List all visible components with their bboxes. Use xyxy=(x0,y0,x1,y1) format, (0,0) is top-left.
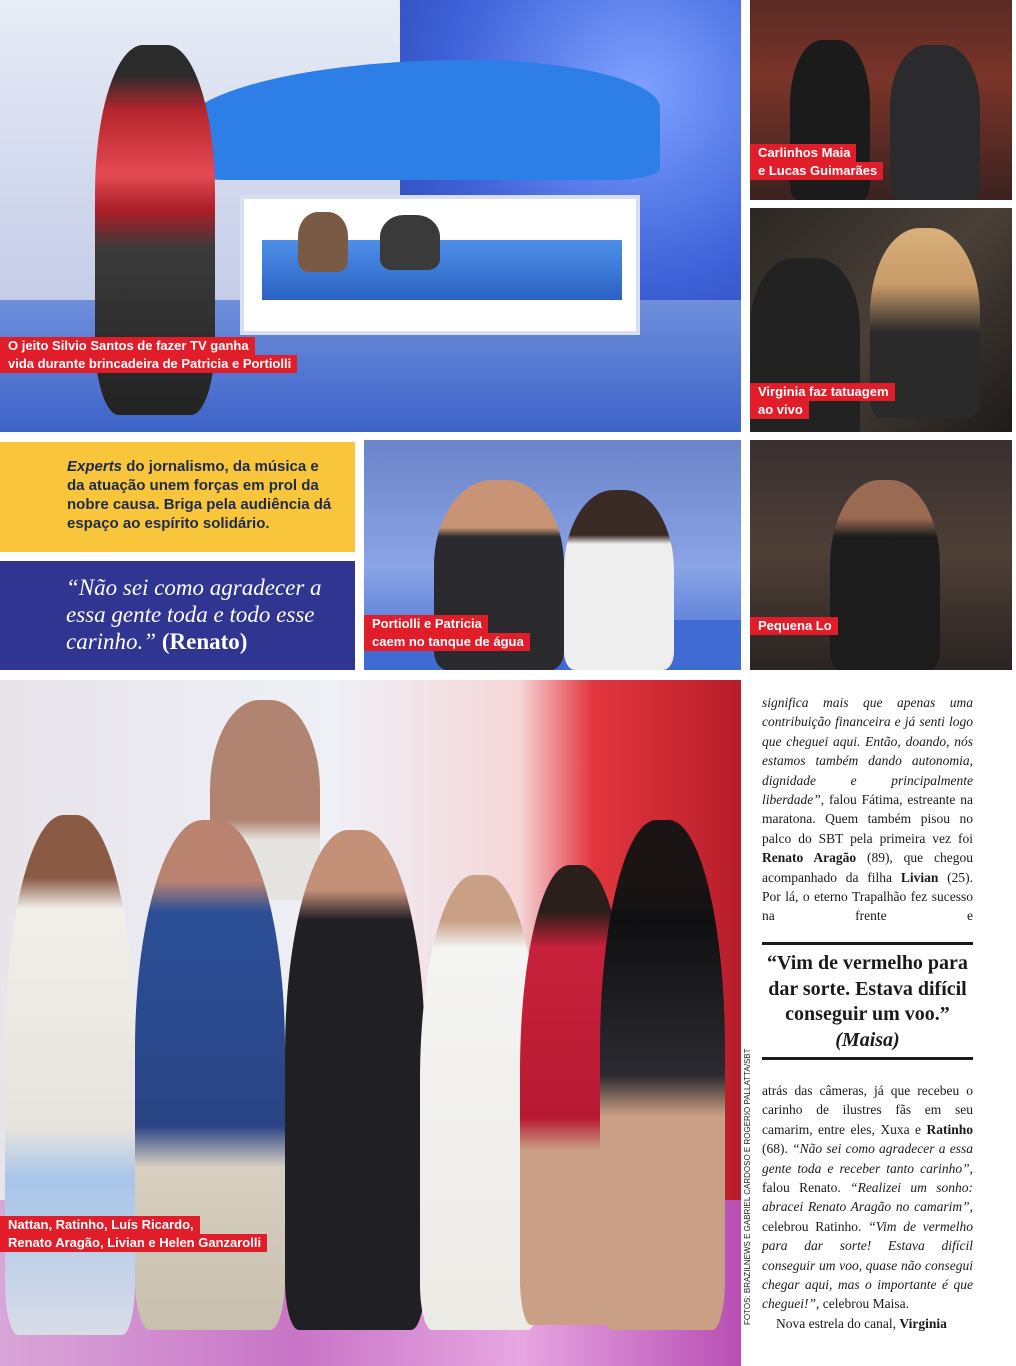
caption-line: O jeito Silvio Santos de fazer TV ganha xyxy=(0,337,255,355)
photo-carlinhos-lucas xyxy=(750,0,1012,200)
quote-author: (Renato) xyxy=(161,629,248,654)
article-text: , falou Renato. xyxy=(762,1160,973,1196)
quote-body: “Não sei como agradecer a essa gente toda e todo esse carinho.” xyxy=(66,575,322,654)
caption-virginia xyxy=(750,383,895,419)
article-italic: “Realizei um sonho: abracei Renato Aragão no camarim” xyxy=(762,1180,974,1215)
caption-line: Virginia faz tatuagem xyxy=(750,383,895,401)
article-bold: Livian xyxy=(900,869,939,885)
pull-quote xyxy=(762,942,973,1060)
caption-line: caem no tanque de água xyxy=(364,633,530,651)
caption-line: e Lucas Guimarães xyxy=(750,162,883,180)
photo-credit xyxy=(741,1045,751,1325)
article-italic: “Não sei como agradecer a essa gente toda e receber tanto carinho” xyxy=(762,1141,974,1176)
article-paragraph xyxy=(762,1314,973,1333)
photo-stage-tank xyxy=(0,0,741,432)
photo-virginia-tattoo xyxy=(750,208,1012,432)
pull-quote-author: (Maisa) xyxy=(835,1028,900,1051)
article-text: atrás das câmeras, já que recebeu o carinho de ilustres fãs em seu camarim, entre eles, Xuxa e xyxy=(762,1083,973,1137)
article-paragraph xyxy=(762,1081,973,1314)
caption-group xyxy=(0,1216,267,1252)
article-text: Nova estrela do canal, xyxy=(776,1315,900,1331)
photo-pequena-lo xyxy=(750,440,1012,670)
caption-line: Carlinhos Maia xyxy=(750,144,856,162)
caption-stage xyxy=(0,337,297,373)
caption-carlinhos xyxy=(750,144,883,180)
article-text: , celebrou Maisa. xyxy=(815,1296,909,1312)
article-bold: Virginia xyxy=(899,1315,947,1331)
intro-box xyxy=(0,442,355,552)
caption-portiolli xyxy=(364,615,530,651)
quote-text xyxy=(66,574,346,655)
article-text: , celebrou Ratinho. xyxy=(762,1199,973,1234)
intro-body: do jornalismo, da música e da atuação unem forças em prol da nobre causa. Briga pela audiência dá espaço ao espírito solidário. xyxy=(67,458,332,532)
article-bold: Ratinho xyxy=(926,1121,973,1137)
article-italic: significa mais que apenas uma contribuição financeira e já senti logo que cheguei aqui. Então, doando, nós estamos também dando autonomia, dignidade e principalmente liberdade” xyxy=(762,695,973,808)
caption-line: ao vivo xyxy=(750,401,809,419)
article-text: (68). xyxy=(762,1141,793,1157)
photo-portiolli-patricia xyxy=(364,440,741,670)
caption-line: Portiolli e Patricia xyxy=(364,615,488,633)
intro-italic: Experts xyxy=(67,458,123,475)
pull-quote-body: “Vim de vermelho para dar sorte. Estava difícil conseguir um voo.” xyxy=(767,952,968,1025)
caption-line: Renato Aragão, Livian e Helen Ganzarolli xyxy=(0,1234,267,1252)
article-italic: “Vim de vermelho para dar sorte! Estava difícil conseguir um voo, quase não consegui chegar aqui, mas o importante é que cheguei!” xyxy=(762,1218,973,1312)
article-text: (25). Por lá, o eterno Trapalhão fez sucesso na frente e xyxy=(762,869,973,924)
caption-line: Pequena Lo xyxy=(750,617,838,635)
article-paragraph xyxy=(762,693,973,926)
photo-group xyxy=(0,680,741,1366)
intro-text xyxy=(67,457,337,533)
caption-line: vida durante brincadeira de Patricia e Portiolli xyxy=(0,355,297,373)
article-column-top xyxy=(762,693,973,926)
pull-quote-text xyxy=(762,951,973,1053)
article-text: , falou Fátima, estreante na maratona. Quem também pisou no palco do SBT pela primeira vez foi xyxy=(762,792,973,846)
quote-box xyxy=(0,561,355,670)
article-column-bottom xyxy=(762,1081,973,1333)
caption-line: Nattan, Ratinho, Luís Ricardo, xyxy=(0,1216,200,1234)
article-bold: Renato Aragão xyxy=(762,850,857,866)
photo-credit-text: FOTOS: BRAZILNEWS E GABRIEL CARDOSO E ROGERIO PALLATTA/SBT xyxy=(743,1048,752,1325)
article-text: (89), que chegou acompanhado da filha xyxy=(762,850,973,885)
caption-lo xyxy=(750,617,838,635)
